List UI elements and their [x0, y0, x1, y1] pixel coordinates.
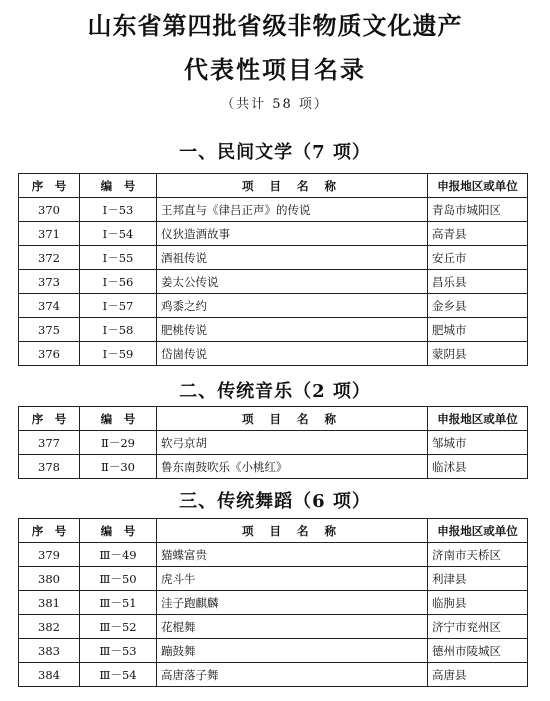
table-header-row	[19, 407, 528, 431]
cell-serial: 377	[19, 431, 80, 455]
table-traditional-music	[18, 406, 528, 479]
cell-code: Ⅰ－58	[80, 318, 157, 342]
table-row	[19, 591, 528, 615]
table-row	[19, 270, 528, 294]
table-row	[19, 639, 528, 663]
cell-code: Ⅱ－30	[80, 455, 157, 479]
cell-project-name: 蹦鼓舞	[157, 639, 428, 663]
cell-project-name: 鲁东南鼓吹乐《小桃红》	[157, 455, 428, 479]
cell-code: Ⅲ－49	[80, 543, 157, 567]
cell-region: 金乡县	[428, 294, 528, 318]
cell-code: Ⅲ－50	[80, 567, 157, 591]
cell-region: 昌乐县	[428, 270, 528, 294]
cell-code: Ⅰ－54	[80, 222, 157, 246]
cell-serial: 372	[19, 246, 80, 270]
cell-project-name: 王邦直与《律吕正声》的传说	[157, 198, 428, 222]
cell-code: Ⅰ－55	[80, 246, 157, 270]
header-code: 编 号	[80, 407, 157, 431]
header-code: 编 号	[80, 519, 157, 543]
cell-project-name: 姜太公传说	[157, 270, 428, 294]
cell-region: 利津县	[428, 567, 528, 591]
cell-project-name: 虎斗牛	[157, 567, 428, 591]
table-row	[19, 567, 528, 591]
cell-region: 临沭县	[428, 455, 528, 479]
table-row	[19, 615, 528, 639]
cell-code: Ⅲ－53	[80, 639, 157, 663]
cell-region: 济宁市兖州区	[428, 615, 528, 639]
table-row	[19, 198, 528, 222]
table-row	[19, 431, 528, 455]
cell-project-name: 仪狄造酒故事	[157, 222, 428, 246]
cell-serial: 378	[19, 455, 80, 479]
table-row	[19, 543, 528, 567]
table-row	[19, 342, 528, 366]
header-project-name: 项 目 名 称	[157, 174, 428, 198]
cell-serial: 380	[19, 567, 80, 591]
header-region: 申报地区或单位	[428, 407, 528, 431]
cell-project-name: 岱崮传说	[157, 342, 428, 366]
cell-serial: 374	[19, 294, 80, 318]
cell-code: Ⅲ－52	[80, 615, 157, 639]
cell-code: Ⅱ－29	[80, 431, 157, 455]
cell-serial: 382	[19, 615, 80, 639]
header-region: 申报地区或单位	[428, 519, 528, 543]
item-total: （共计 58 项）	[221, 97, 329, 112]
cell-serial: 376	[19, 342, 80, 366]
section-title-traditional-music: 二、传统音乐（2 项）	[179, 381, 371, 402]
table-row	[19, 455, 528, 479]
header-serial: 序 号	[19, 519, 80, 543]
cell-region: 青岛市城阳区	[428, 198, 528, 222]
cell-serial: 375	[19, 318, 80, 342]
cell-serial: 383	[19, 639, 80, 663]
cell-project-name: 软弓京胡	[157, 431, 428, 455]
cell-serial: 370	[19, 198, 80, 222]
table-row	[19, 318, 528, 342]
table-row	[19, 663, 528, 687]
section-title-folk-literature: 一、民间文学（7 项）	[179, 142, 371, 163]
cell-project-name: 猫蝶富贵	[157, 543, 428, 567]
cell-code: Ⅰ－59	[80, 342, 157, 366]
cell-serial: 379	[19, 543, 80, 567]
cell-project-name: 酒祖传说	[157, 246, 428, 270]
header-region: 申报地区或单位	[428, 174, 528, 198]
cell-serial: 384	[19, 663, 80, 687]
cell-region: 肥城市	[428, 318, 528, 342]
cell-project-name: 肥桃传说	[157, 318, 428, 342]
section-title-traditional-dance: 三、传统舞蹈（6 项）	[179, 491, 371, 512]
cell-region: 临朐县	[428, 591, 528, 615]
cell-project-name: 花棍舞	[157, 615, 428, 639]
cell-region: 蒙阴县	[428, 342, 528, 366]
cell-code: Ⅰ－56	[80, 270, 157, 294]
cell-code: Ⅲ－51	[80, 591, 157, 615]
cell-region: 济南市天桥区	[428, 543, 528, 567]
header-serial: 序 号	[19, 174, 80, 198]
table-traditional-dance	[18, 518, 528, 687]
cell-serial: 373	[19, 270, 80, 294]
header-project-name: 项 目 名 称	[157, 407, 428, 431]
cell-project-name: 鸡黍之约	[157, 294, 428, 318]
cell-region: 高青县	[428, 222, 528, 246]
table-row	[19, 246, 528, 270]
cell-region: 高唐县	[428, 663, 528, 687]
header-serial: 序 号	[19, 407, 80, 431]
cell-region: 安丘市	[428, 246, 528, 270]
cell-code: Ⅰ－57	[80, 294, 157, 318]
document-subtitle: 代表性项目名录	[184, 55, 366, 84]
cell-code: Ⅰ－53	[80, 198, 157, 222]
document-title: 山东省第四批省级非物质文化遗产	[87, 11, 463, 40]
cell-project-name: 高唐落子舞	[157, 663, 428, 687]
table-header-row	[19, 519, 528, 543]
cell-serial: 381	[19, 591, 80, 615]
cell-serial: 371	[19, 222, 80, 246]
cell-code: Ⅲ－54	[80, 663, 157, 687]
header-code: 编 号	[80, 174, 157, 198]
cell-region: 德州市陵城区	[428, 639, 528, 663]
cell-project-name: 洼子跑麒麟	[157, 591, 428, 615]
cell-region: 邹城市	[428, 431, 528, 455]
table-folk-literature	[18, 173, 528, 366]
header-project-name: 项 目 名 称	[157, 519, 428, 543]
table-header-row	[19, 174, 528, 198]
table-row	[19, 294, 528, 318]
table-row	[19, 222, 528, 246]
